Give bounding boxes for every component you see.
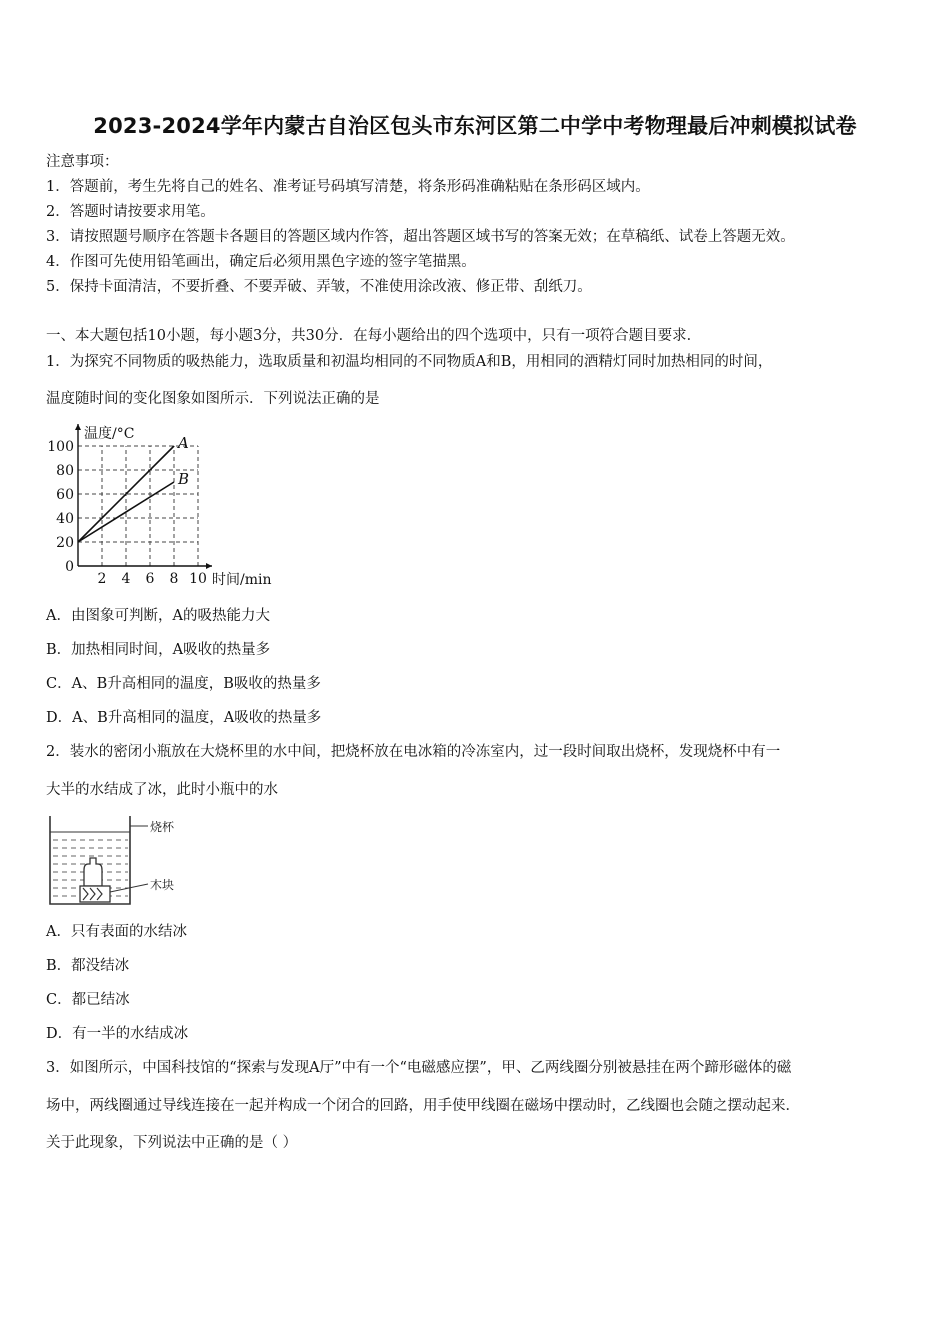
x-axis-arrow (206, 563, 212, 569)
q1-option-a[interactable]: A．由图象可判断，A的吸热能力大 (46, 608, 270, 624)
y-tick-label: 40 (56, 511, 74, 527)
q3-stem-line1: 3．如图所示，中国科技馆的“探索与发现A厅”中有一个“电磁感应摆”，甲、乙两线圈分别被悬挂在两个蹄形磁体的磁 (46, 1060, 792, 1076)
q1-option-d[interactable]: D．A、B升高相同的温度，A吸收的热量多 (46, 710, 322, 726)
x-tick-label: 8 (169, 571, 179, 587)
q1-stem-line2: 温度随时间的变化图象如图所示．下列说法正确的是 (46, 391, 380, 407)
notice-heading: 注意事项： (46, 154, 119, 170)
notice-item: 2．答题时请按要求用笔。 (46, 204, 215, 220)
x-axis-label: 时间/min (212, 572, 272, 588)
y-tick-label: 100 (47, 439, 74, 455)
y-tick-label: 20 (56, 535, 74, 551)
x-tick-label: 6 (145, 571, 155, 587)
y-axis-arrow (75, 424, 81, 430)
series-label-b: B (178, 470, 190, 488)
notice-item: 4．作图可先使用铅笔画出，确定后必须用黑色字迹的签字笔描黑。 (46, 254, 476, 270)
q3-stem-line3: 关于此现象，下列说法中正确的是（ ） (46, 1135, 298, 1151)
y-tick-label: 80 (56, 463, 74, 479)
q2-stem-line2: 大半的水结成了冰，此时小瓶中的水 (46, 782, 278, 798)
q2-option-b[interactable]: B．都没结冰 (46, 958, 130, 974)
x-tick-label: 4 (121, 571, 131, 587)
q1-option-b[interactable]: B．加热相同时间，A吸收的热量多 (46, 642, 271, 658)
beaker-figure (44, 812, 194, 912)
block-label: 木块 (150, 878, 175, 892)
notice-item: 5．保持卡面清洁，不要折叠、不要弄破、弄皱，不准使用涂改液、修正带、刮纸刀。 (46, 279, 592, 295)
series-label-a: A (178, 434, 189, 452)
q2-stem-line1: 2．装水的密闭小瓶放在大烧杯里的水中间，把烧杯放在电冰箱的冷冻室内，过一段时间取出烧杯，发现烧杯中有一 (46, 744, 781, 760)
q1-option-c[interactable]: C．A、B升高相同的温度，B吸收的热量多 (46, 676, 321, 692)
q2-option-d[interactable]: D．有一半的水结成冰 (46, 1026, 189, 1042)
notice-item: 3．请按照题号顺序在答题卡各题目的答题区域内作答，超出答题区域书写的答案无效；在草稿纸、试卷上答题无效。 (46, 229, 795, 245)
q2-option-c[interactable]: C．都已结冰 (46, 992, 130, 1008)
y-tick-label: 0 (65, 559, 74, 575)
x-tick-label: 2 (97, 571, 107, 587)
q2-option-a[interactable]: A．只有表面的水结冰 (46, 924, 187, 940)
section-heading: 一、本大题包括10小题，每小题3分，共30分．在每小题给出的四个选项中，只有一项符合题目要求． (46, 328, 702, 344)
x-tick-label: 10 (189, 571, 207, 587)
y-tick-label: 60 (56, 487, 74, 503)
y-axis-label: 温度/°C (84, 426, 135, 442)
series-line-b (78, 482, 174, 542)
q1-stem-line1: 1．为探究不同物质的吸热能力，选取质量和初温均相同的不同物质A和B，用相同的酒精灯同时加热相同的时间， (46, 354, 773, 370)
exam-title: 2023-2024学年内蒙古自治区包头市东河区第二中学中考物理最后冲刺模拟试卷 (93, 114, 857, 138)
notice-item: 1．答题前，考生先将自己的姓名、准考证号码填写清楚，将条形码准确粘贴在条形码区域内。 (46, 179, 650, 195)
beaker-label: 烧杯 (150, 820, 175, 834)
temperature-time-chart (40, 420, 290, 592)
q3-stem-line2: 场中，两线圈通过导线连接在一起并构成一个闭合的回路，用手使甲线圈在磁场中摆动时，乙线圈也会随之摆动起来． (46, 1098, 800, 1114)
